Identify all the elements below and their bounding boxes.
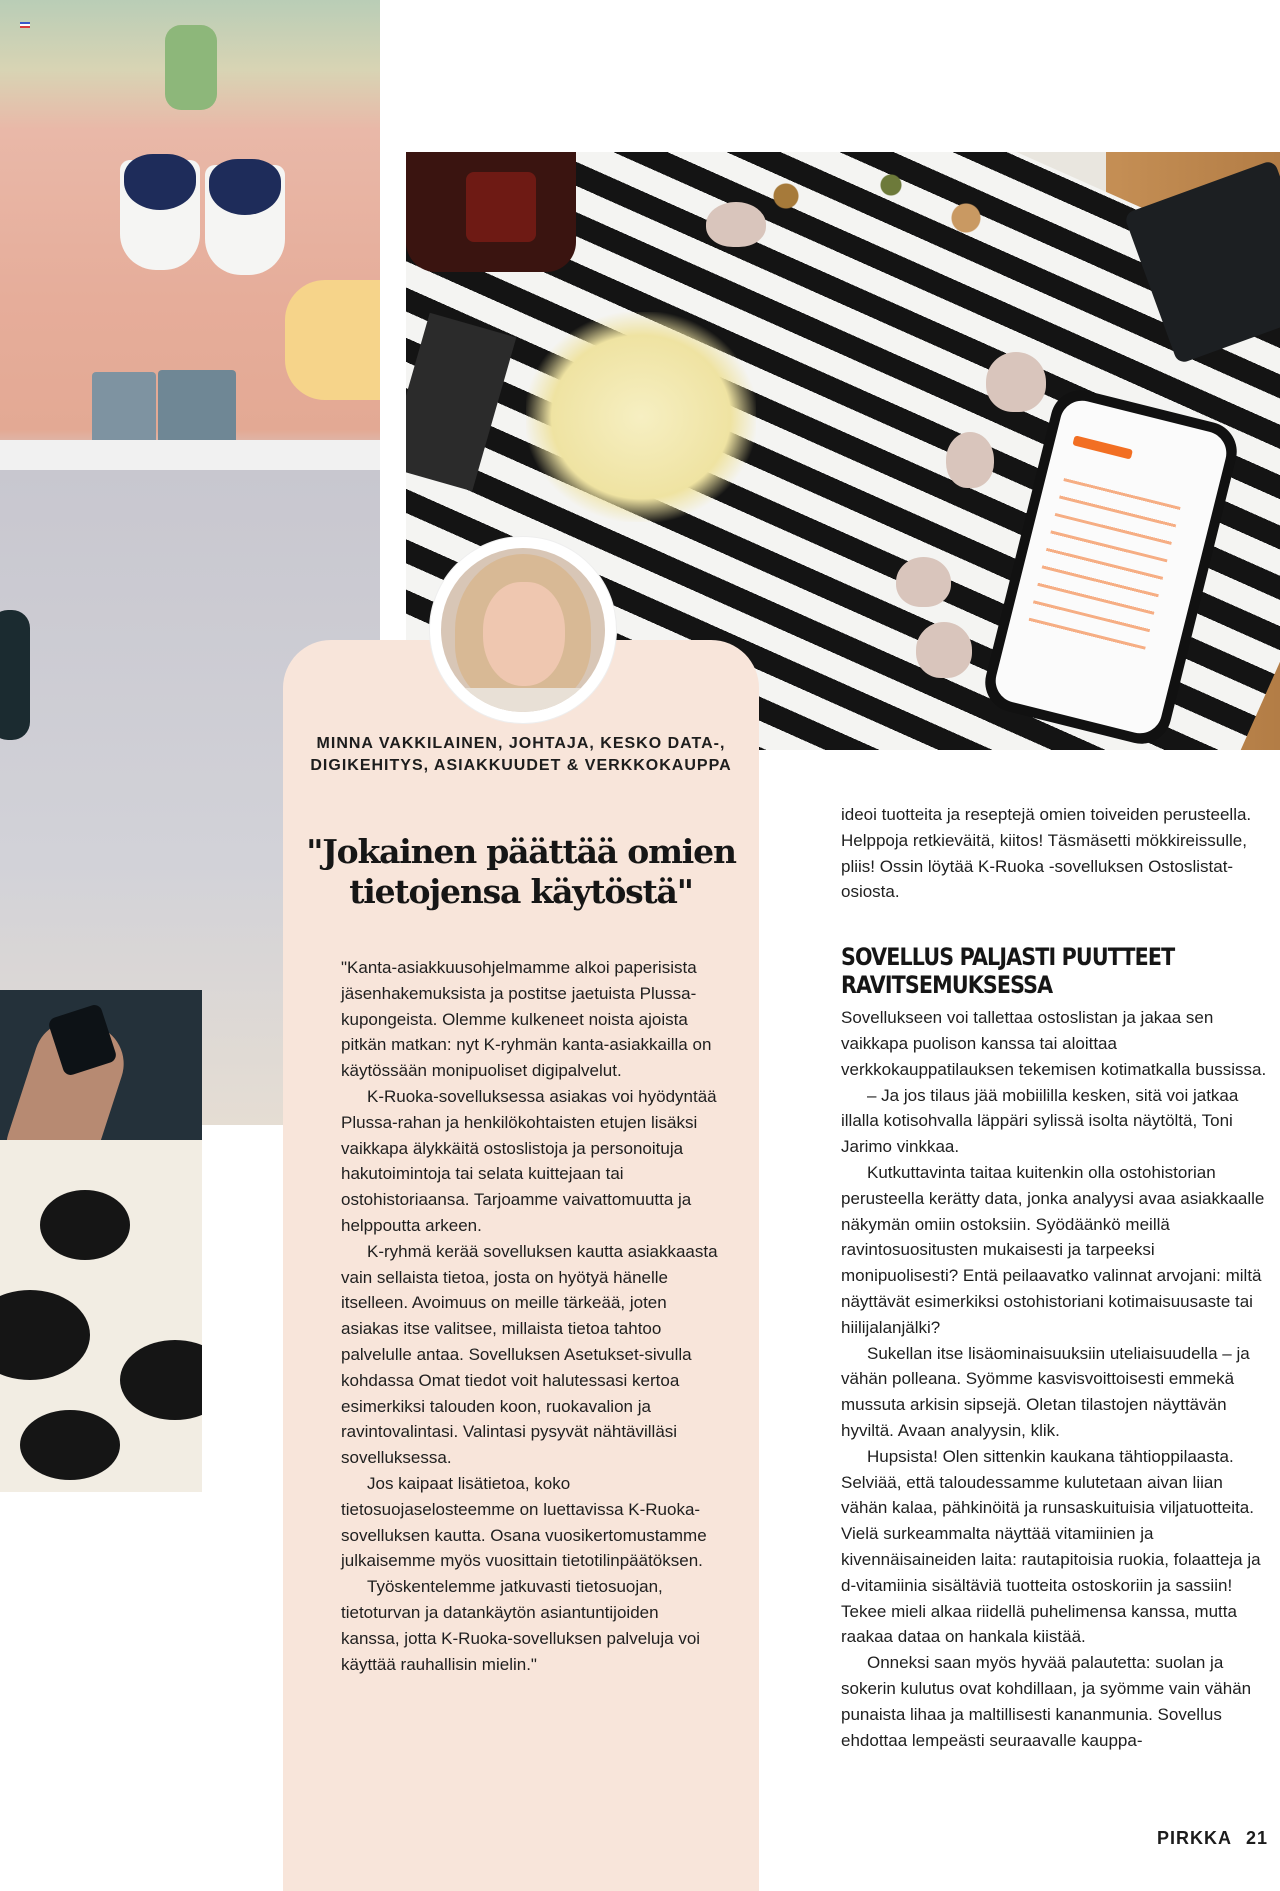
jar-shape	[406, 152, 576, 272]
color-marker	[20, 22, 30, 28]
grated-cheese	[526, 312, 756, 522]
sidebar-paragraph: Työskentelemme jatkuvasti tietosuojan, tietoturvan ja datankäytön asiantuntijoiden kanssa, jotta K-Ruoka-sovelluksen palveluja voi käyttää rauhallisin mielin."	[341, 1577, 701, 1674]
person-photo	[0, 990, 202, 1492]
article-paragraph: – Ja jos tilaus jää mobiililla kesken, sitä voi jatkaa illalla kotisohvalla läppäri sylissä isolta näytöltä, Toni Jarimo vinkkaa.	[841, 1085, 1239, 1157]
pattern-blob	[20, 1410, 120, 1480]
herbs	[726, 152, 1026, 262]
sidebar-byline: MINNA VAKKILAINEN, JOHTAJA, KESKO DATA-, DIGIKEHITYS, ASIAKKUUDET & VERKKOKAUPPA	[310, 735, 732, 774]
magazine-name: PIRKKA	[1156, 1828, 1232, 1848]
garlic-clove	[706, 202, 766, 247]
article-paragraph: Hupsista! Olen sittenkin kaukana tähtioppilaasta. Selviää, että taloudessamme kulutetaan aivan liian vähän kalaa, pähkinöitä ja runsaskuituisia viljatuotteita. Vielä surkeammalta näyttää vitamiinien ja kivennäisaineiden laita: rautapitoisia ruokia, folaatteja ja d-vitamiinia sisältäviä tuotteita ostoskoriin ja sassiin! Tekee mieli alkaa riidellä puhelimensa kanssa, mutta raakaa dataa on hankala kiistää.	[841, 1446, 1261, 1647]
dark-object	[0, 610, 30, 740]
avatar-face	[483, 582, 565, 686]
sidebar-quote-title: "Jokainen päättää omien tietojensa käytöstä"	[306, 832, 736, 911]
sidebar-paragraph: Jos kaipaat lisätietoa, koko tietosuojaselosteemme on luettavissa K-Ruoka-sovelluksen kautta. Osana vuosikertomustamme julkaisemme myös vuosittain tietotilinpäätöksen.	[341, 1473, 707, 1571]
cup-shape	[120, 160, 200, 270]
sidebar-body	[341, 955, 721, 1677]
garlic-clove	[986, 352, 1046, 412]
article-paragraph: Sukellan itse lisäominaisuuksiin uteliaisuudella – ja vähän polleana. Syömme kasvisvoittoisesti emmekä mussuta arkisin sipsejä. Oletan tilastojen näyttävän hyviltä. Avaan analyysin, klik.	[841, 1343, 1250, 1440]
sidebar-paragraph: K-Ruoka-sovelluksessa asiakas voi hyödyntää Plussa-rahan ja henkilökohtaisten etujen lisäksi vaikkapa älykkäitä ostoslistoja ja personoituja hakutoimintoja tai selata kuittejaan tai ostohistoriaansa. Tarjoamme vaivattomuutta ja helppoutta arkeen.	[341, 1086, 717, 1235]
garlic-clove	[946, 432, 994, 488]
garlic-clove	[896, 557, 951, 607]
article-paragraph: Kutkuttavinta taitaa kuitenkin olla ostohistorian perusteella kerätty data, jonka analyysi avaa asiakkaalle näkymän omiin ostoksiin. Syödäänkö meillä ravintosuositusten mukaisesti ja tarpeeksi monipuolisesti? Entä peilaavatko valinnat arvojani: miltä näyttävät esimerkiksi ostohistoriani kotimaisuusaste tai hiilijalanjälki?	[841, 1162, 1265, 1337]
shelf	[0, 440, 380, 470]
avatar	[441, 548, 605, 712]
plant-shape	[165, 25, 217, 110]
cup-shape	[205, 165, 285, 275]
article-paragraph: Sovellukseen voi tallettaa ostoslistan ja jakaa sen vaikkapa puolison kanssa tai aloittaa verkkokauppatilauksen tekemisen kotimatkalla bussissa.	[841, 1008, 1267, 1079]
article-intro: ideoi tuotteita ja reseptejä omien toiveiden perusteella. Helppoja retkieväitä, kiitos! Täsmäsetti mökkireissulle, pliis! Ossin löytää K-Ruoka -sovelluksen Ostoslistat-osiosta.	[841, 805, 1252, 902]
article-subheading: SOVELLUS PALJASTI PUUTTEET RAVITSEMUKSESSA	[841, 943, 1175, 1000]
page-footer	[1143, 1828, 1268, 1849]
page-number: 21	[1245, 1828, 1268, 1848]
sidebar-paragraph: "Kanta-asiakkuusohjelmamme alkoi paperisista jäsenhakemuksista ja postitse jaetuista Plussa-kupongeista. Olemme kulkeneet noista ajoista pitkän matkan: nyt K-ryhmän kanta-asiakkailla on käytössään monipuoliset digipalvelut.	[341, 958, 712, 1081]
article-column	[841, 802, 1269, 1753]
pattern-blob	[40, 1190, 130, 1260]
avatar-shirt	[441, 688, 605, 712]
jar-shape	[285, 280, 380, 400]
sidebar-paragraph: K-ryhmä kerää sovelluksen kautta asiakkaasta vain sellaista tietoa, josta on hyötyä hänelle itselleen. Avoimuus on meille tärkeää, joten asiakas itse valitsee, millaista tietoa tahtoo palvelulle antaa. Sovelluksen Asetukset-sivulla kohdassa Omat tiedot voit halutessasi kertoa esimerkiksi talouden koon, ruokavalion ja ravintovalintasi. Valintasi pysyvät nähtävilläsi sovelluksessa.	[341, 1241, 718, 1468]
article-paragraph: Onneksi saan myös hyvää palautetta: suolan ja sokerin kulutus ovat kohdillaan, ja syömme vain vähän punaista lihaa ja maltillisesti kananmunia. Sovellus ehdottaa lempeästi seuraavalle kauppa-	[841, 1653, 1252, 1750]
garlic-clove	[916, 622, 972, 678]
